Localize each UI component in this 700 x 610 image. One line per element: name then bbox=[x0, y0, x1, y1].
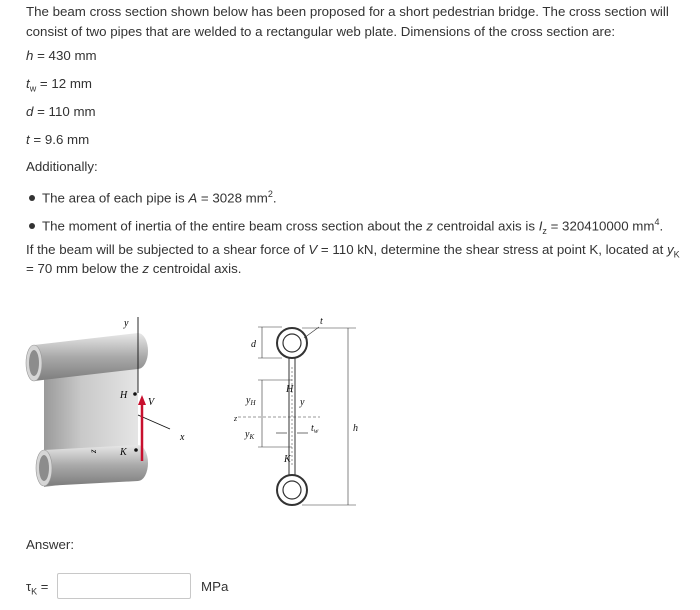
bullet-inertia: The moment of inertia of the entire beam cross section about the z centroidal axis is $I_z = 320410000$ $mm^4$. bbox=[26, 213, 663, 240]
question-line-2: = 70 mm below the z centroidal axis. bbox=[26, 261, 242, 276]
beam-figure bbox=[20, 305, 380, 510]
label-yK: $y_K$ bbox=[245, 429, 255, 441]
problem-intro: The beam cross section shown below has been proposed for a short pedestrian bridge. The cross section will consist of two pipes that are welded to a rectangular web plate. Dimensions of the cross section are: bbox=[26, 4, 669, 39]
tau-label: $\tau_K$ = bbox=[26, 579, 49, 597]
dim-tw: $t_w = 12$ mm bbox=[26, 76, 92, 94]
label-cs-y: y bbox=[300, 397, 305, 408]
label-cs-H: H bbox=[286, 384, 294, 395]
bullet-area: The area of each pipe is A = 3028 $mm^2$. bbox=[26, 185, 277, 207]
label-y: y bbox=[124, 318, 129, 329]
label-z: z bbox=[88, 449, 98, 453]
point-K bbox=[134, 448, 138, 452]
question-line-1: If the beam will be subjected to a shear force of V = 110 kN, determine the shear stress at point K, located at $y_K$ bbox=[26, 242, 680, 260]
dim-d: d = 110 mm bbox=[26, 104, 96, 119]
dim-h: h = 430 mm bbox=[26, 48, 97, 63]
cs-top-pipe bbox=[277, 328, 307, 358]
shear-arrowhead bbox=[138, 395, 146, 405]
label-d: d bbox=[251, 339, 256, 350]
t-leader bbox=[304, 327, 319, 338]
unit-label: MPa bbox=[201, 579, 229, 594]
point-H bbox=[133, 392, 137, 396]
label-x: x bbox=[180, 432, 185, 443]
label-t: t bbox=[320, 316, 323, 327]
label-cs-z: z bbox=[234, 414, 238, 423]
label-V: V bbox=[148, 397, 155, 408]
label-tw: $t_w$ bbox=[311, 423, 319, 435]
cs-bottom-pipe bbox=[277, 475, 307, 505]
beam-3d bbox=[26, 317, 185, 487]
cross-section bbox=[238, 327, 356, 505]
label-yH: $y_H$ bbox=[246, 395, 256, 407]
top-pipe-bore bbox=[29, 350, 39, 376]
additionally-label: Additionally: bbox=[26, 159, 98, 174]
label-h: h bbox=[353, 423, 358, 434]
answer-input[interactable] bbox=[57, 573, 191, 599]
label-H: H bbox=[120, 390, 128, 401]
bottom-pipe-bore bbox=[39, 455, 49, 481]
label-K: K bbox=[120, 447, 127, 458]
label-cs-K: K bbox=[284, 454, 291, 465]
dim-t: t = 9.6 mm bbox=[26, 132, 90, 147]
answer-label: Answer: bbox=[26, 537, 75, 552]
